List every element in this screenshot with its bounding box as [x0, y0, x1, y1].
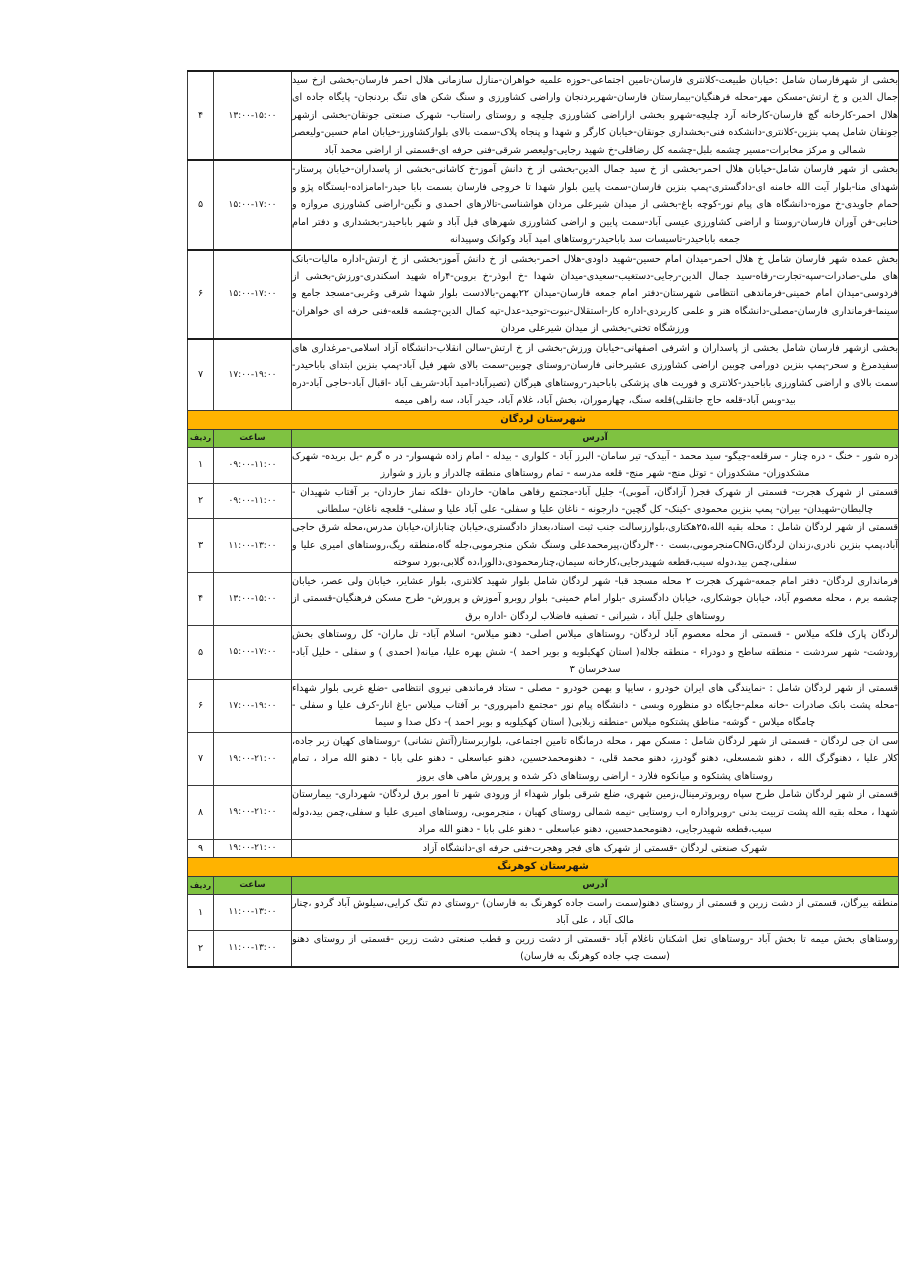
- row-number-cell: ۴: [188, 71, 214, 160]
- table-row: [188, 160, 899, 249]
- row-number-cell: ۱: [188, 895, 214, 931]
- column-header-radif: ردیف: [188, 877, 214, 895]
- section-banner-row: [188, 858, 899, 877]
- address-cell: فرمانداری لردگان- دفتر امام جمعه-شهرک هجرت ۲ محله مسجد قبا- شهر لردگان شامل بلوار شهید کلانتری، بلوار عشایر، خیابان ولی عصر، خیابان چشمه برم ، محله معصوم آباد، خیابان جوشکاری، خیابان دادگستری -بلوار امام خمینی- بلوار روبرو آموزش و پرورش- طرح مسکن فرهنگیان-قسمتی از روستاهای جلیل آباد ، شیرانی - تصفیه فاضلاب لردگان -اداره برق: [292, 572, 899, 625]
- row-number-cell: ۶: [188, 679, 214, 732]
- time-cell: ۱۳:۰۰-۱۵:۰۰: [214, 71, 292, 160]
- address-cell: دره شور - خنگ - دره چنار - سرقلعه-چیگو- سید محمد - آبیدک- تیر سامان- البرز آباد - کلواری - بیدله - امام زاده شهسوار- در ه گرم -بل بریده- شهرک مشکدوزان- مشکدوزان - توتل منج- شهر منج- قلعه مدرسه - تمام روستاهای منطقه چالدراز و بارز و شوارز: [292, 447, 899, 483]
- time-cell: ۱۷:۰۰-۱۹:۰۰: [214, 679, 292, 732]
- time-cell: ۰۹:۰۰-۱۱:۰۰: [214, 483, 292, 519]
- address-cell: بخشی از شهرفارسان شامل :خیابان طبیعت-کلانتری فارسان-تامین اجتماعی-حوزه علمیه خواهران-منازل سازمانی هلال احمر فارسان-بخشی ازخ سید جمال الدین و خ ارتش-مسکن مهر-محله فرهنگیان-بیمارستان فارسان-شهربردنجان واراضی کشاورزی و سنگ شکن های تنگ بردنجان- پایگاه جاده ای هلال احمر-کارخانه گچ فارسان-کارخانه آرد چلیچه-شهرو بخشی ازاراضی کشاورزی چلیچه و روستای راستاب- شهرک صنعتی جونقان-بخشی ازشهر جونقان شامل پمپ بنزین-کلانتری-دانشکده فنی-بخشداری جونقان-خیابان کارگر و شهدا و پنجاه پلاک-سمت بالای بلوارکشاورز-خیابان امام حسین-ولیعصر شمالی و مرکز مخابرات-مسیر چشمه بلبل-چشمه کل رضاقلی-خ شهید رجایی-ولیعصر شرقی-فنی حرفه ای-قسمتی از اراضی محمد آباد: [292, 71, 899, 160]
- table-row: [188, 483, 899, 519]
- table-row: [188, 71, 899, 160]
- time-cell: ۱۷:۰۰-۱۹:۰۰: [214, 339, 292, 410]
- time-cell: ۱۵:۰۰-۱۷:۰۰: [214, 626, 292, 679]
- section-banner-label: شهرستان لردگان: [188, 410, 899, 429]
- column-header-time: ساعت: [214, 877, 292, 895]
- address-cell: بخشی ازشهر فارسان شامل بخشی از پاسداران و اشرفی اصفهانی-خیابان ورزش-بخشی از خ ارتش-سالن انقلاب-دانشگاه آزاد اسلامی-مرغداری های سفیدمرغ و سحر-پمپ بنزین دورامی چوبین اراضی کشاورزی عشیرخانی فارسان-روستای چوبین-سمت بالای شهر فیل آباد-پمپ بنزین ابتدای باباحیدر-سمت بالای و اراضی کشاورزی باباحیدر-کلانتری و فوریت های پزشکی باباحیدر-روستاهای هیرگان (تصیرآباد-امید آباد-شریف آباد -اقبال آباد-حاجی آباد-دره بید-وبس آباد-قلعه حاج جانقلی)قلعه سنگ، چهارموران، بخش آباد، غلام آباد، حیدر آباد، سه راهی میمه: [292, 339, 899, 410]
- time-cell: ۱۱:۰۰-۱۳:۰۰: [214, 519, 292, 572]
- table-row: [188, 895, 899, 931]
- table-row: [188, 572, 899, 625]
- address-cell: منطقه بیرگان، قسمتی از دشت زرین و قسمتی از روستای دهنو(سمت راست جاده کوهرنگ به فارسان) -روستای دم تنگ کرایی،سیلوش آباد گردو ،چنار مالک آباد ، علی آباد: [292, 895, 899, 931]
- column-header-row: [188, 429, 899, 447]
- time-cell: ۱۹:۰۰-۲۱:۰۰: [214, 839, 292, 857]
- column-header-address: آدرس: [292, 877, 899, 895]
- row-number-cell: ۶: [188, 250, 214, 339]
- time-cell: ۱۵:۰۰-۱۷:۰۰: [214, 160, 292, 249]
- row-number-cell: ۷: [188, 339, 214, 410]
- column-header-time: ساعت: [214, 429, 292, 447]
- column-header-row: [188, 877, 899, 895]
- address-cell: قسمتی از شهر لردگان شامل طرح سپاه روبروترمینال،زمین شهری، ضلع شرقی بلوار شهداء از ورودی شهر تا امور برق لردگان- شهرداری- بیمارستان شهدا ، محله بقیه الله پشت تربیت بدنی -روبرواداره اب روستایی -نیمه شمالی روستای کهیان ، منجرموبی، روستاهای امیری علیا و سفلی،چمن بید،دوله سیب،قطعه شهیدرجایی، دهنومحمدحسین، دهنو عباسعلی - دهنو علی بابا - دهنو الله مراد: [292, 786, 899, 839]
- section-banner-row: [188, 410, 899, 429]
- address-cell: بخشی از شهر فارسان شامل-خیابان هلال احمر-بخشی از خ سید جمال الدین-بخشی از خ دانش آموز-خ کاشانی-بخشی از پاسداران-خیابان پرستار-شهدای منا-بلوار آیت الله خامنه ای-دادگستری-پمپ بنزین فارسان-سمت پایین بلوار شهدا تا خروجی فارسان بسمت بابا حیدر-امامزاده-ایستگاه پژو و حمام جاویدی-خ موزه-دانشگاه های پیام نور-کوچه باغ-بخشی از میدان شیرعلی مردان هواشناسی-تالارهای احمدی و نگین-اراضی کشاورزی مروازه و خنابی-فن آوران فارسان-روستا و اراضی کشاورزی عیسی آباد-سمت پایین و اراضی کشاورزی شهرهای فیل آباد و شهر باباحیدر-بخشداری و دفتر امام جمعه باباحیدر-تاسیسات سد باباحیدر-روستاهای امید آباد وکوانک وسپیدانه: [292, 160, 899, 249]
- address-cell: روستاهای بخش میمه تا بخش آباد -روستاهای تعل اشکنان ناغلام آباد -قسمتی از دشت زرین و قطب صنعتی دشت زرین -قسمتی از روستای دهنو (سمت چپ جاده کوهرنگ به فارسان): [292, 930, 899, 966]
- row-number-cell: ۷: [188, 732, 214, 785]
- address-cell: لردگان پارک فلکه میلاس - قسمتی از محله معصوم آباد لردگان- روستاهای میلاس اصلی- دهنو میلاس- اسلام آباد- تل ماران- کل روستاهای بخش رودشت- شهر سردشت - منطقه ساطح و دودراء - منطقه جلاله( استان کهکیلویه و بویر احمد )- شش بهره علیا، میانه( احمدی ) و سفلی - خلیل آباد- سدخرسان ۳: [292, 626, 899, 679]
- address-cell: بخش عمده شهر فارسان شامل خ هلال احمر-میدان امام حسین-شهید داودی-هلال احمر-بخشی از خ دانش آموز-بخشی از خ ارتش-اداره مالیات-بانک های ملی-صادرات-سپه-تجارت-رفاه-سید جمال الدین-رجایی-دستغیب-سعیدی-میدان شهدا -خ ابوذر-خ بروین-۴راه شهید اسکندری-ورزش-بخشی از فردوسی-میدان امام خمینی-فرماندهی انتظامی شهرستان-دفتر امام جمعه فارسان-میدان ۲۲بهمن-بالادست بلوار شهدا شرقی وغربی-مسجد جامع و سینما-فرمانداری فارسان-مصلی-دانشگاه هنر و علمی کاربردی-اداره کار-استقلال-نبوت-توحید-عدل-تپه کمال الدین-چشمه قلعه-فنی حرفه ای خواهران-ورزشگاه تختی-بخشی از میدان شیرعلی مردان: [292, 250, 899, 339]
- row-number-cell: ۱: [188, 447, 214, 483]
- table-row: [188, 839, 899, 857]
- table-row: [188, 732, 899, 785]
- row-number-cell: ۸: [188, 786, 214, 839]
- address-cell: قسمتی از شهرک هجرت- قسمتی از شهرک فجر( آزادگان، آموبی)- جلیل آباد-مجتمع رفاهی ماهان- خاردان -فلکه نماز خاردان- بر آفتاب شهیدان - چالبطان-شهیدان- بیران- پمپ بنزین محمودی -کینک- کل گچین- دارجونه - ناغان علیا و سفلی- علی آباد علیا و سفلی- قلعچه ناغان- سلطانی: [292, 483, 899, 519]
- time-cell: ۰۹:۰۰-۱۱:۰۰: [214, 447, 292, 483]
- section-banner-label: شهرستان کوهرنگ: [188, 858, 899, 877]
- table-row: [188, 519, 899, 572]
- table-row: [188, 930, 899, 966]
- schedule-table-wrapper: [188, 70, 899, 968]
- time-cell: ۱۹:۰۰-۲۱:۰۰: [214, 786, 292, 839]
- time-cell: ۱۳:۰۰-۱۵:۰۰: [214, 572, 292, 625]
- table-row: [188, 679, 899, 732]
- column-header-address: آدرس: [292, 429, 899, 447]
- row-number-cell: ۴: [188, 572, 214, 625]
- time-cell: ۱۵:۰۰-۱۷:۰۰: [214, 250, 292, 339]
- table-row: [188, 447, 899, 483]
- row-number-cell: ۹: [188, 839, 214, 857]
- row-number-cell: ۵: [188, 160, 214, 249]
- address-cell: شهرک صنعتی لردگان -قسمتی از شهرک های فجر وهجرت-فنی حرفه ای-دانشگاه آزاد: [292, 839, 899, 857]
- address-cell: سی ان جی لردگان - قسمتی از شهر لردگان شامل : مسکن مهر ، محله درمانگاه تامین اجتماعی، بلواربرستار(آتش نشانی) -روستاهای کهیان زبر جاده، کلار علیا ، دهنوگرگ الله ، دهنو شمسعلی، دهنو گودرز، دهنو محمد قلی، - دهنومحمدحسین، دهنو عباسعلی - دهنو علی بابا - دهنو الله مراد ، تمام روستاهای پشتکوه و میانکوه فلارد - اراضی روستاهای ذکر شده و پرورش ماهی های بروز: [292, 732, 899, 785]
- row-number-cell: ۲: [188, 483, 214, 519]
- row-number-cell: ۲: [188, 930, 214, 966]
- time-cell: ۱۱:۰۰-۱۳:۰۰: [214, 895, 292, 931]
- table-row: [188, 626, 899, 679]
- row-number-cell: ۳: [188, 519, 214, 572]
- outage-schedule-table: [187, 70, 899, 968]
- row-number-cell: ۵: [188, 626, 214, 679]
- column-header-radif: ردیف: [188, 429, 214, 447]
- table-row: [188, 786, 899, 839]
- time-cell: ۱۹:۰۰-۲۱:۰۰: [214, 732, 292, 785]
- time-cell: ۱۱:۰۰-۱۳:۰۰: [214, 930, 292, 966]
- address-cell: قسمتی از شهر لردگان شامل : محله بقیه الله،۲۵هکتاری،بلوارزسالت جنب ثبت اسناد،بعداز دادگستری،خیابان چنابازان،خیابان مدرس،محله شرق حاجی آباد،پمپ بنزین نادری،زندان لردگان،CNGمنجرموبی،بست ۴۰۰لردگان،پیرمحمدعلی وسنگ شکن منجرموبی،جله گاه،منطقه ریگ،روستاهای امیری علیا و سفلی،چمن بید،دوله سیب،قطعه شهیدرجایی،کارخانه سیمان،چنارمحمودی،دالورا،ده گلابی،بورد سوخته: [292, 519, 899, 572]
- table-row: [188, 250, 899, 339]
- address-cell: قسمتی از شهر لردگان شامل : -نمایندگی های ایران خودرو ، سایپا و بهمن خودرو - مصلی - ستاد فرماندهی نیروی انتظامی -ضلع غربی بلوار شهداء -محله پشت بانک صادرات -خانه معلم-جایگاه دو منظوره وبسی - دانشگاه پیام نور -مجتمع دامپروری- بر آفتاب میلاس -باغ انار-کرف علیا و سفلی - چامگاه میلاس - گوشه- مناطق پشتکوه میلاس -منطقه زبلابی( استان کهکیلویه و بویر احمد )- دکل صدا و سیما: [292, 679, 899, 732]
- table-row: [188, 339, 899, 410]
